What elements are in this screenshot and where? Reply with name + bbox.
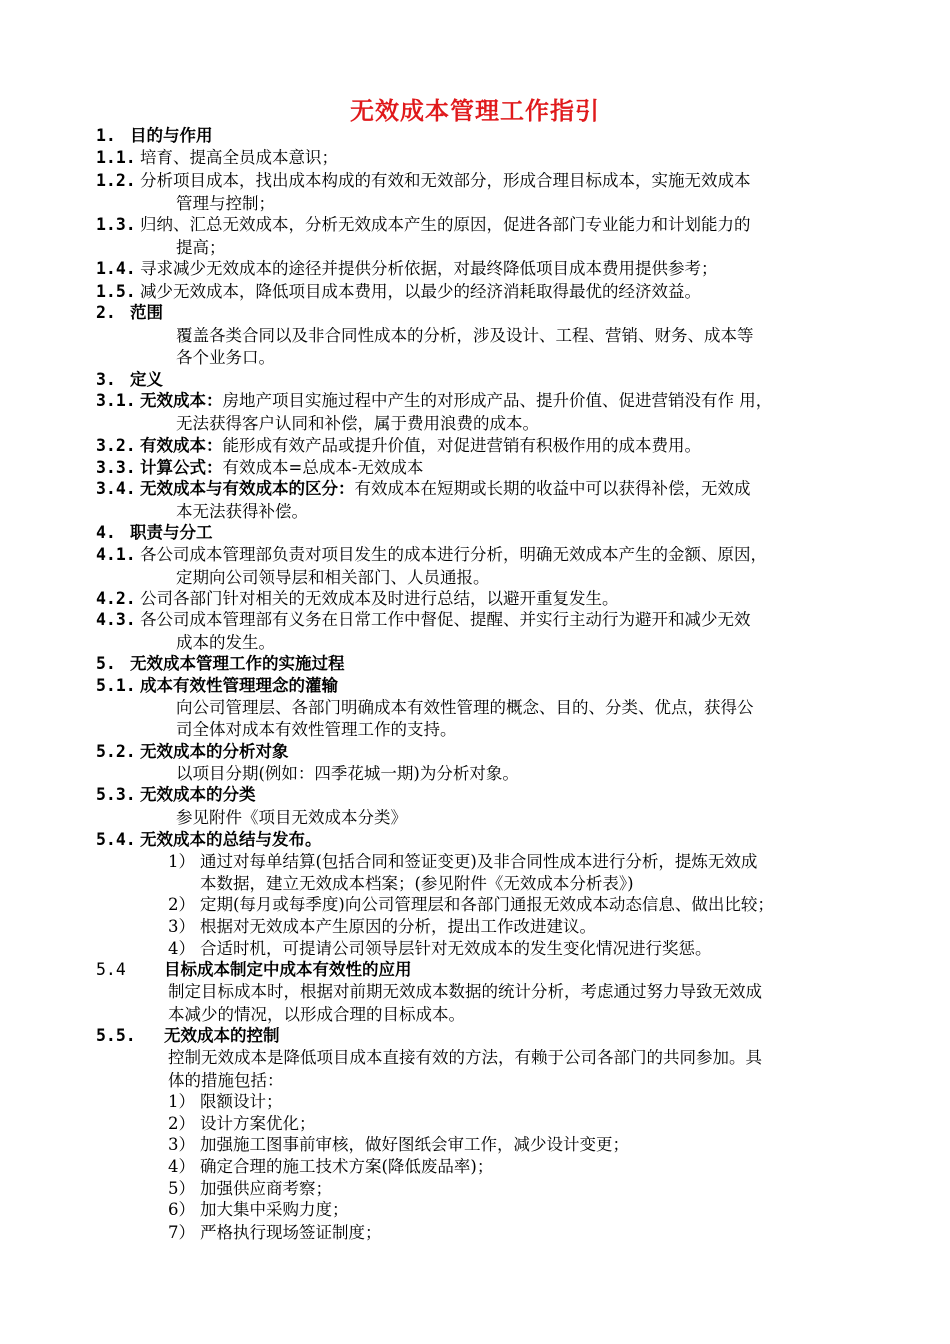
section-number: 1.1. (96, 148, 136, 167)
section-number: 3.2. (96, 436, 136, 455)
document-line (176, 763, 519, 785)
paragraph-text: 培育、提高全员成本意识； (140, 148, 338, 167)
paragraph-text: 成本的发生。 (176, 633, 275, 652)
document-line (176, 413, 539, 435)
section-heading: 职责与分工 (130, 523, 213, 542)
section-number: 3.1. (96, 391, 136, 410)
document-line (168, 851, 757, 873)
paragraph-text: 归纳、汇总无效成本，分析无效成本产生的原因，促进各部门专业能力和计划能力的 (140, 215, 751, 234)
document-line (168, 916, 596, 938)
section-number: 5.4. (96, 830, 136, 849)
document-line (168, 1113, 316, 1135)
document-line (176, 193, 275, 215)
paragraph-text: 限额设计； (200, 1092, 283, 1111)
document-line (176, 237, 226, 259)
paragraph-text: 有效成本在短期或长期的收益中可以获得补偿，无效成 (354, 479, 751, 498)
paragraph-text: 各公司成本管理部有义务在日常工作中督促、提醒、并实行主动行为避开和减少无效 (140, 610, 751, 629)
paragraph-text: 加大集中采购力度； (200, 1200, 349, 1219)
paragraph-text: 管理与控制； (176, 194, 275, 213)
paragraph-text: 各个业务口。 (176, 348, 275, 367)
list-marker: 7） (168, 1223, 195, 1242)
section-heading: 无效成本与有效成本的区分： (140, 479, 355, 498)
paragraph-text: 以项目分期(例如：四季花城一期)为分析对象。 (176, 764, 519, 783)
document-line (168, 981, 762, 1003)
document-line (96, 653, 345, 675)
section-number: 5.1. (96, 676, 136, 695)
document-line (96, 478, 751, 500)
paragraph-text: 合适时机，可提请公司领导层针对无效成本的发生变化情况进行奖惩。 (200, 939, 712, 958)
document-line (96, 435, 701, 457)
list-marker: 4） (168, 1157, 195, 1176)
paragraph-text: 有效成本=总成本-无效成本 (222, 458, 424, 477)
section-number: 4.1. (96, 545, 136, 564)
paragraph-text: 定期(每月或每季度)向公司管理层和各部门通报无效成本动态信息、做出比较； (200, 895, 774, 914)
paragraph-text: 能形成有效产品或提升价值，对促进营销有积极作用的成本费用。 (222, 436, 701, 455)
paragraph-text: 严格执行现场签证制度； (200, 1223, 382, 1242)
paragraph-text: 房地产项目实施过程中产生的对形成产品、提升价值、促进营销没有作 用， (222, 391, 773, 410)
document-line (168, 938, 712, 960)
document-title: 无效成本管理工作指引 (350, 97, 600, 125)
document-line (96, 959, 412, 981)
paragraph-text: 寻求减少无效成本的途径并提供分析依据，对最终降低项目成本费用提供参考； (140, 259, 718, 278)
document-line (96, 214, 751, 236)
section-number: 1.3. (96, 215, 136, 234)
section-number: 5.3. (96, 785, 136, 804)
paragraph-text: 确定合理的施工技术方案(降低废品率)； (200, 1157, 494, 1176)
document-line (176, 347, 275, 369)
document-line (96, 170, 751, 192)
paragraph-text: 司全体对成本有效性管理工作的支持。 (176, 720, 457, 739)
section-heading: 无效成本的总结与发布。 (140, 830, 322, 849)
paragraph-text: 设计方案优化； (200, 1114, 316, 1133)
paragraph-text: 本无法获得补偿。 (176, 502, 308, 521)
paragraph-text: 控制无效成本是降低项目成本直接有效的方法，有赖于公司各部门的共同参加。具 (168, 1048, 762, 1067)
document-line (168, 1199, 349, 1221)
section-number: 3.4. (96, 479, 136, 498)
document-line (176, 501, 308, 523)
document-line (176, 697, 754, 719)
document-line (176, 807, 407, 829)
document-line (96, 147, 338, 169)
section-heading: 有效成本： (140, 436, 223, 455)
document-line (96, 302, 163, 324)
document-line (168, 1004, 465, 1026)
section-heading: 范围 (130, 303, 163, 322)
document-line (96, 281, 701, 303)
paragraph-text: 通过对每单结算(包括合同和签证变更)及非合同性成本进行分析，提炼无效成 (200, 852, 758, 871)
section-number: 5.2. (96, 742, 136, 761)
document-line (176, 325, 754, 347)
document-line (96, 522, 213, 544)
section-number: 1.5. (96, 282, 136, 301)
paragraph-text: 无法获得客户认同和补偿，属于费用浪费的成本。 (176, 414, 539, 433)
paragraph-text: 提高； (176, 238, 226, 257)
document-line (176, 567, 490, 589)
document-line (176, 632, 275, 654)
section-heading: 无效成本的控制 (164, 1026, 280, 1045)
list-marker: 2） (168, 1114, 195, 1133)
section-number: 5.4 (96, 960, 126, 979)
paragraph-text: 覆盖各类合同以及非合同性成本的分析，涉及设计、工程、营销、财务、成本等 (176, 326, 754, 345)
section-heading: 成本有效性管理理念的灌输 (140, 676, 338, 695)
document-line (168, 894, 774, 916)
list-marker: 1） (168, 1092, 195, 1111)
document-line (96, 369, 163, 391)
paragraph-text: 减少无效成本，降低项目成本费用，以最少的经济消耗取得最优的经济效益。 (140, 282, 701, 301)
paragraph-text: 本数据，建立无效成本档案；(参见附件《无效成本分析表》) (200, 874, 634, 893)
list-marker: 3） (168, 917, 195, 936)
section-number: 1.2. (96, 171, 136, 190)
list-marker: 3） (168, 1135, 195, 1154)
section-number: 3. (96, 370, 116, 389)
document-line (168, 1222, 382, 1244)
document-line (96, 125, 213, 147)
list-marker: 1） (168, 852, 195, 871)
document-line (96, 588, 619, 610)
document-line (96, 675, 338, 697)
document-line (96, 784, 256, 806)
paragraph-text: 制定目标成本时，根据对前期无效成本数据的统计分析，考虑通过努力导致无效成 (168, 982, 762, 1001)
section-number: 5.5. (96, 1026, 136, 1045)
document-line (200, 873, 634, 895)
paragraph-text: 定期向公司领导层和相关部门、人员通报。 (176, 568, 490, 587)
section-heading: 无效成本管理工作的实施过程 (130, 654, 345, 673)
section-heading: 无效成本： (140, 391, 223, 410)
document-line (96, 457, 423, 479)
document-line (96, 829, 322, 851)
paragraph-text: 加强施工图事前审核，做好图纸会审工作，减少设计变更； (200, 1135, 629, 1154)
section-number: 4.3. (96, 610, 136, 629)
document-line (96, 390, 772, 412)
document-line (168, 1134, 629, 1156)
section-heading: 定义 (130, 370, 163, 389)
document-line (168, 1047, 762, 1069)
document-line (96, 609, 751, 631)
section-number: 4. (96, 523, 116, 542)
section-heading: 无效成本的分析对象 (140, 742, 289, 761)
section-number: 1. (96, 126, 116, 145)
section-heading: 无效成本的分类 (140, 785, 256, 804)
paragraph-text: 参见附件《项目无效成本分类》 (176, 808, 407, 827)
list-marker: 5） (168, 1179, 195, 1198)
paragraph-text: 本减少的情况，以形成合理的目标成本。 (168, 1005, 465, 1024)
document-line (168, 1178, 332, 1200)
section-number: 1.4. (96, 259, 136, 278)
section-number: 4.2. (96, 589, 136, 608)
paragraph-text: 向公司管理层、各部门明确成本有效性管理的概念、目的、分类、优点，获得公 (176, 698, 754, 717)
paragraph-text: 体的措施包括： (168, 1071, 284, 1090)
section-heading: 计算公式： (140, 458, 223, 477)
paragraph-text: 各公司成本管理部负责对项目发生的成本进行分析，明确无效成本产生的金额、原因， (140, 545, 767, 564)
section-number: 5. (96, 654, 116, 673)
document-line (96, 258, 718, 280)
section-number: 2. (96, 303, 116, 322)
paragraph-text: 分析项目成本，找出成本构成的有效和无效部分，形成合理目标成本，实施无效成本 (140, 171, 751, 190)
list-marker: 4） (168, 939, 195, 958)
paragraph-text: 公司各部门针对相关的无效成本及时进行总结，以避开重复发生。 (140, 589, 619, 608)
section-number: 3.3. (96, 458, 136, 477)
list-marker: 6） (168, 1200, 195, 1219)
section-heading: 目的与作用 (130, 126, 213, 145)
paragraph-text: 根据对无效成本产生原因的分析，提出工作改进建议。 (200, 917, 596, 936)
section-heading: 目标成本制定中成本有效性的应用 (164, 960, 412, 979)
document-line (168, 1091, 283, 1113)
document-line (176, 719, 457, 741)
document-line (96, 544, 767, 566)
document-line (96, 741, 289, 763)
paragraph-text: 加强供应商考察； (200, 1179, 332, 1198)
document-line (168, 1070, 284, 1092)
document-line (96, 1025, 280, 1047)
list-marker: 2） (168, 895, 195, 914)
document-line (168, 1156, 493, 1178)
